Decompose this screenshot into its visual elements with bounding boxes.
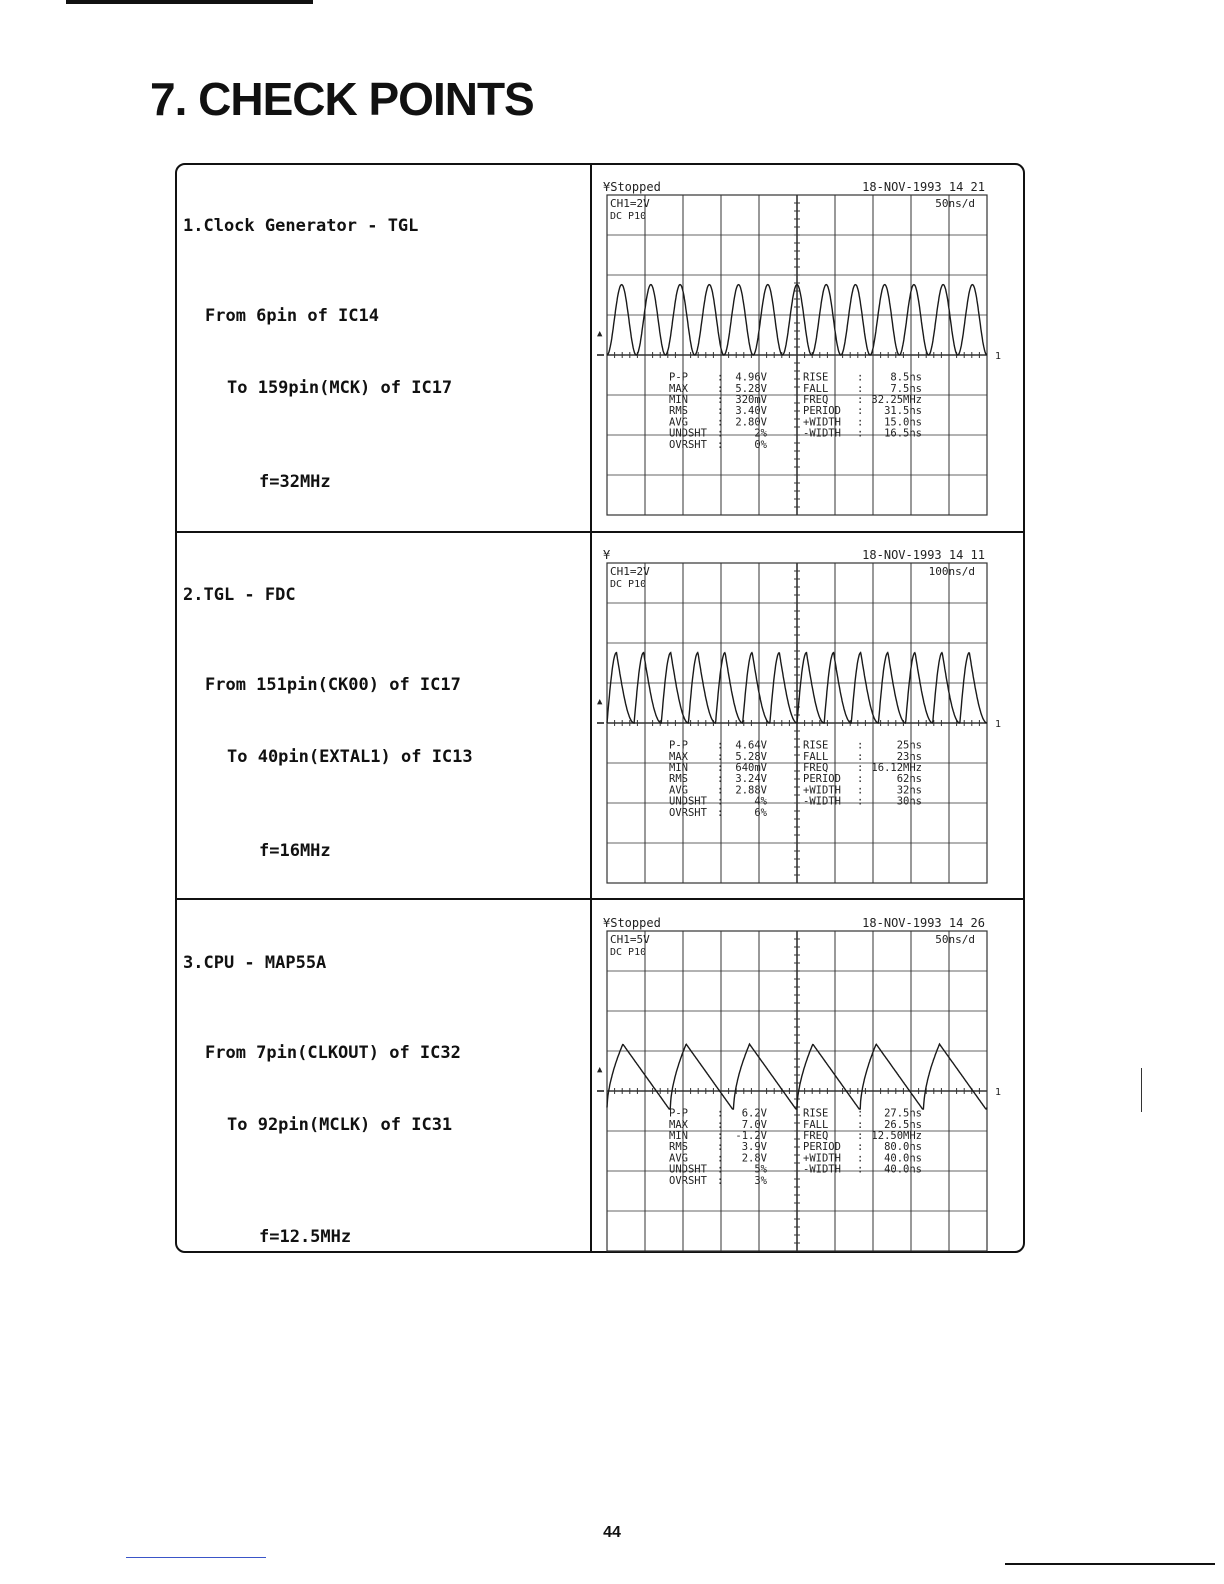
measurement-cell: 15.0ns — [884, 416, 922, 429]
trigger-marker: ▲ — [597, 328, 603, 339]
measurement-cell: RMS — [669, 773, 688, 786]
checkpoint-2-from: From 151pin(CK00) of IC17 — [205, 675, 461, 695]
checkpoint-2-heading: 2.TGL - FDC — [183, 585, 296, 605]
channel-marker: 1 — [995, 1087, 1002, 1098]
measurement-cell: MIN — [669, 394, 688, 406]
measurement-cell: RMS — [669, 1141, 688, 1154]
measurement-cell: : — [717, 795, 724, 808]
measurement-cell: : — [717, 750, 724, 763]
scope-channel: CH1=5V — [610, 933, 650, 946]
oscilloscope-capture-2 — [595, 541, 1005, 891]
scope-status: ¥ — [603, 548, 611, 562]
measurement-cell: 8.5ns — [890, 371, 922, 384]
channel-marker: 1 — [995, 719, 1002, 730]
measurement-cell: UNDSHT — [669, 427, 707, 440]
measurement-cell: : — [857, 427, 864, 440]
measurement-cell: : — [857, 416, 864, 429]
measurement-cell: 26.5ns — [884, 1118, 922, 1131]
measurement-cell: : — [857, 762, 864, 774]
checkpoint-1-description — [183, 166, 452, 542]
scope-screen — [595, 541, 1005, 891]
measurement-cell: : — [717, 1130, 724, 1142]
measurement-cell: : — [717, 739, 724, 752]
measurement-cell: MAX — [669, 1118, 688, 1131]
measurement-cell: FALL — [803, 1118, 829, 1131]
measurement-cell: : — [717, 773, 724, 786]
checkpoint-3-frequency: f=12.5MHz — [259, 1227, 352, 1247]
measurement-cell: OVRSHT — [669, 806, 707, 819]
checkpoint-3-to: To 92pin(MCLK) of IC31 — [227, 1115, 453, 1135]
measurement-cell: 6% — [754, 806, 767, 819]
checkpoint-3-heading: 3.CPU - MAP55A — [183, 953, 327, 973]
checkpoint-3-description — [183, 903, 461, 1297]
measurement-cell: 40.0ns — [884, 1163, 922, 1176]
measurement-cell: 62ns — [896, 773, 922, 786]
measurement-cell: 23ns — [896, 750, 922, 763]
measurement-cell: RISE — [803, 371, 829, 384]
measurement-cell: : — [717, 427, 724, 440]
measurement-cell: 5.28V — [735, 382, 767, 395]
measurement-cell: 32ns — [896, 784, 922, 797]
measurement-cell: +WIDTH — [803, 1152, 841, 1165]
measurement-cell: : — [717, 1152, 724, 1165]
measurement-cell: : — [857, 382, 864, 395]
bottom-rule-left — [126, 1557, 266, 1558]
scope-coupling: DC P10 — [610, 579, 647, 590]
measurement-cell: : — [717, 1174, 724, 1187]
measurement-cell: : — [857, 1107, 864, 1120]
measurement-cell: 4.64V — [735, 739, 767, 752]
measurement-cell: : — [717, 438, 724, 451]
measurement-cell: : — [857, 1118, 864, 1131]
measurement-cell: : — [857, 1152, 864, 1165]
trigger-marker: ▲ — [597, 696, 603, 707]
checkpoint-2-frequency: f=16MHz — [259, 841, 331, 861]
measurement-cell: 32.25MHz — [871, 394, 922, 406]
measurement-cell: : — [717, 1163, 724, 1176]
measurement-cell: 3.24V — [735, 773, 767, 786]
trigger-marker: ▲ — [597, 1064, 603, 1075]
measurement-cell: 2.80V — [735, 416, 767, 429]
measurement-cell: RISE — [803, 1107, 829, 1120]
measurement-cell: 2.88V — [735, 784, 767, 797]
measurement-cell: P-P — [669, 371, 688, 384]
measurement-cell: FALL — [803, 382, 829, 395]
measurement-cell: 2.8V — [741, 1152, 767, 1165]
checkpoint-1-frequency: f=32MHz — [259, 472, 331, 492]
scope-timebase: 50ns/d — [935, 933, 975, 946]
measurement-cell: 4.96V — [735, 371, 767, 384]
measurement-cell: : — [857, 394, 864, 406]
measurement-cell: : — [857, 1130, 864, 1142]
measurement-cell: 2% — [754, 427, 767, 440]
page-number: 44 — [603, 1524, 621, 1541]
measurement-cell: : — [857, 739, 864, 752]
measurement-cell: -WIDTH — [803, 427, 841, 440]
measurement-cell: MIN — [669, 1130, 688, 1142]
measurement-cell: 4% — [754, 795, 767, 808]
measurement-cell: OVRSHT — [669, 438, 707, 451]
measurement-cell: AVG — [669, 1152, 688, 1165]
measurement-cell: 12.50MHz — [871, 1130, 922, 1142]
measurement-cell: PERIOD — [803, 773, 841, 786]
measurement-cell: : — [717, 371, 724, 384]
measurement-cell: : — [717, 1107, 724, 1120]
measurement-cell: : — [717, 405, 724, 418]
measurement-cell: 16.12MHz — [871, 762, 922, 774]
scope-status: ¥Stopped — [603, 916, 661, 930]
measurement-cell: AVG — [669, 416, 688, 429]
oscilloscope-capture-1 — [595, 173, 1005, 523]
measurement-cell: UNDSHT — [669, 795, 707, 808]
oscilloscope-capture-3 — [595, 909, 1005, 1259]
measurement-cell: PERIOD — [803, 1141, 841, 1154]
measurement-cell: P-P — [669, 1107, 688, 1120]
checkpoints-table — [175, 163, 1025, 1253]
checkpoint-2-description — [183, 535, 473, 911]
scope-channel: CH1=2V — [610, 565, 650, 578]
measurement-cell: : — [717, 1118, 724, 1131]
measurement-cell: : — [857, 773, 864, 786]
measurement-cell: -WIDTH — [803, 1163, 841, 1176]
measurement-cell: 16.5ns — [884, 427, 922, 440]
measurement-cell: : — [857, 784, 864, 797]
scope-coupling: DC P10 — [610, 947, 647, 958]
measurement-cell: 80.0ns — [884, 1141, 922, 1154]
measurement-cell: UNDSHT — [669, 1163, 707, 1176]
measurement-cell: -1.2V — [735, 1130, 767, 1142]
measurement-cell: 31.5ns — [884, 405, 922, 418]
scope-date: 18-NOV-1993 14 26 — [862, 916, 985, 930]
measurement-cell: : — [717, 1141, 724, 1154]
measurement-cell: PERIOD — [803, 405, 841, 418]
measurement-cell: : — [857, 1163, 864, 1176]
measurement-cell: RISE — [803, 739, 829, 752]
measurement-cell: : — [857, 371, 864, 384]
measurement-cell: : — [717, 416, 724, 429]
scope-timebase: 50ns/d — [935, 197, 975, 210]
measurement-cell: 3% — [754, 1174, 767, 1187]
checkpoint-1-from: From 6pin of IC14 — [205, 306, 379, 326]
measurement-cell: AVG — [669, 784, 688, 797]
measurement-cell: 5.28V — [735, 750, 767, 763]
measurement-cell: 3.40V — [735, 405, 767, 418]
measurement-cell: RMS — [669, 405, 688, 418]
bottom-rule-right — [1005, 1563, 1215, 1565]
scope-screen — [595, 909, 1005, 1259]
measurement-cell: 320mV — [735, 394, 767, 406]
measurement-cell: -WIDTH — [803, 795, 841, 808]
measurement-cell: : — [857, 750, 864, 763]
measurement-cell: 640mV — [735, 762, 767, 774]
checkpoint-3-from: From 7pin(CLKOUT) of IC32 — [205, 1043, 461, 1063]
measurement-cell: : — [717, 394, 724, 406]
measurement-cell: 0% — [754, 438, 767, 451]
measurement-cell: +WIDTH — [803, 416, 841, 429]
measurement-cell: P-P — [669, 739, 688, 752]
measurement-cell: MAX — [669, 382, 688, 395]
measurement-cell: OVRSHT — [669, 1174, 707, 1187]
measurement-cell: 7.0V — [741, 1118, 767, 1131]
measurement-cell: 7.5ns — [890, 382, 922, 395]
measurement-cell: : — [717, 762, 724, 774]
measurement-cell: FREQ — [803, 762, 829, 774]
measurement-cell: : — [717, 806, 724, 819]
top-rule — [66, 0, 313, 4]
measurement-cell: 3.9V — [741, 1141, 767, 1154]
measurement-cell: 27.5ns — [884, 1107, 922, 1120]
measurement-cell: FREQ — [803, 1130, 829, 1142]
checkpoint-1-heading: 1.Clock Generator - TGL — [183, 216, 419, 236]
measurement-cell: : — [857, 795, 864, 808]
page-title: 7. CHECK POINTS — [150, 73, 534, 125]
measurement-cell: 30ns — [896, 795, 922, 808]
measurement-cell: FALL — [803, 750, 829, 763]
measurement-cell: : — [717, 382, 724, 395]
scope-status: ¥Stopped — [603, 180, 661, 194]
scope-coupling: DC P10 — [610, 211, 647, 222]
measurement-cell: 25ns — [896, 739, 922, 752]
channel-marker: 1 — [995, 351, 1002, 362]
scope-channel: CH1=2V — [610, 197, 650, 210]
measurement-cell: : — [717, 784, 724, 797]
checkpoint-1-to: To 159pin(MCK) of IC17 — [227, 378, 453, 398]
checkpoint-2-to: To 40pin(EXTAL1) of IC13 — [227, 747, 473, 767]
measurement-cell: MAX — [669, 750, 688, 763]
measurement-cell: 6.2V — [741, 1107, 767, 1120]
column-divider — [590, 165, 592, 1251]
scope-timebase: 100ns/d — [928, 565, 975, 578]
measurement-cell: : — [857, 405, 864, 418]
measurement-cell: MIN — [669, 762, 688, 774]
scope-screen — [595, 173, 1005, 523]
measurement-cell: 5% — [754, 1163, 767, 1176]
measurement-cell: 40.0ns — [884, 1152, 922, 1165]
scope-date: 18-NOV-1993 14 21 — [862, 180, 985, 194]
measurement-cell: : — [857, 1141, 864, 1154]
margin-change-bar — [1141, 1068, 1142, 1112]
scope-date: 18-NOV-1993 14 11 — [862, 548, 985, 562]
measurement-cell: +WIDTH — [803, 784, 841, 797]
measurement-cell: FREQ — [803, 394, 829, 406]
